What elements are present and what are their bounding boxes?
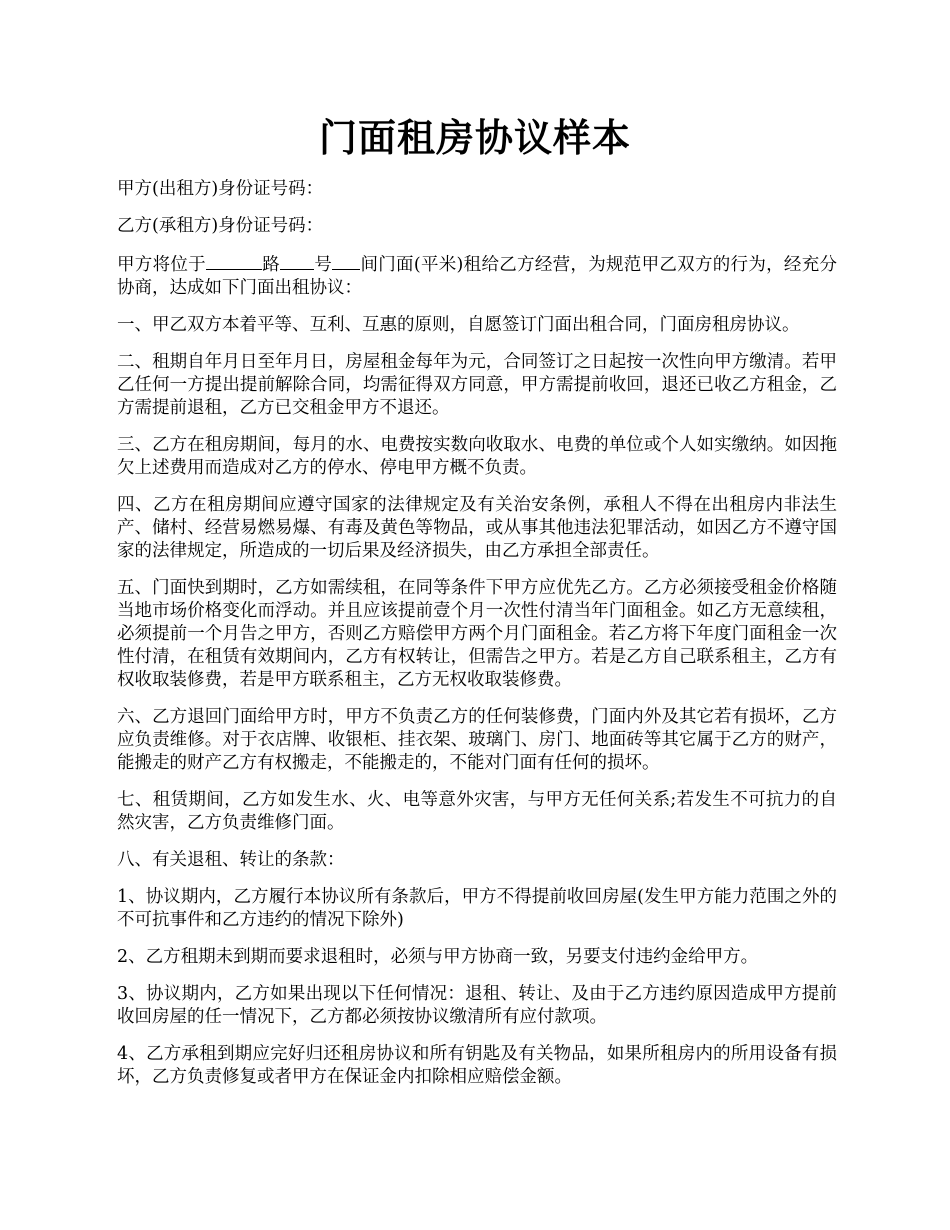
intro-paragraph: [117, 252, 837, 300]
number-blank: [280, 252, 314, 270]
sub-clause-2: 2、乙方租期未到期而要求退租时，必须与甲方协商一致，另要支付违约金给甲方。: [117, 947, 759, 967]
sub-clause-3: 3、协议期内，乙方如果出现以下任何情况：退租、转让、及由于乙方违约原因造成甲方提前收回房屋的任一情况下，乙方都必须按协议缴清所有应付款项。: [117, 984, 837, 1027]
clause-5: 五、门面快到期时，乙方如需续租，在同等条件下甲方应优先乙方。乙方必须接受租金价格随当地市场价格变化而浮动。并且应该提前壹个月一次性付清当年门面租金。如乙方无意续租，必须提前一个月告之甲方，否则乙方赔偿甲方两个月门面租金。若乙方将下年度门面租金一次性付清，在租赁有效期间内，乙方有权转让，但需告之甲方。若是乙方自己联系租主，乙方有权收取装修费，若是甲方联系租主，乙方无权收取装修费。: [117, 578, 837, 690]
clause-8-heading: 八、有关退租、转让的条款：: [117, 850, 345, 870]
road-blank: [206, 252, 262, 270]
sub-clause-1: 1、协议期内，乙方履行本协议所有条款后，甲方不得提前收回房屋(发生甲方能力范围之外的不可抗事件和乙方违约的情况下除外): [117, 887, 837, 930]
intro-text-1: 甲方将位于: [117, 255, 206, 275]
clause-3: 三、乙方在租房期间，每月的水、电费按实数向收取水、电费的单位或个人如实缴纳。如因拖欠上述费用而造成对乙方的停水、停电甲方概不负责。: [117, 435, 837, 478]
intro-text-4: 间门面(平米)租给乙方经营，为规范甲乙双方的行为，经充分协商，达成如下门面出租协议：: [117, 255, 838, 298]
clause-7: 七、租赁期间，乙方如发生水、火、电等意外灾害，与甲方无任何关系;若发生不可抗力的自然灾害，乙方负责维修门面。: [117, 790, 837, 833]
document-body: [117, 178, 837, 1103]
party-b-line: 乙方(承租方)身份证号码：: [117, 216, 324, 236]
intro-text-2: 路: [261, 255, 281, 275]
party-a-line: 甲方(出租方)身份证号码：: [117, 179, 324, 199]
clause-4: 四、乙方在租房期间应遵守国家的法律规定及有关治安条例，承租人不得在出租房内非法生产、储村、经营易燃易爆、有毒及黄色等物品，或从事其他违法犯罪活动，如因乙方不遵守国家的法律规定，所造成的一切后果及经济损失，由乙方承担全部责任。: [117, 495, 837, 561]
intro-text-3: 号: [314, 255, 333, 275]
document-title: 门面租房协议样本: [318, 115, 631, 160]
unit-blank: [332, 252, 360, 270]
clause-6: 六、乙方退回门面给甲方时，甲方不负责乙方的任何装修费，门面内外及其它若有损坏，乙方应负责维修。对于衣店牌、收银柜、挂衣架、玻璃门、房门、地面砖等其它属于乙方的财产，能搬走的财产乙方有权搬走，不能搬走的，不能对门面有任何的损坏。: [117, 707, 837, 773]
clause-2: 二、租期自年月日至年月日，房屋租金每年为元，合同签订之日起按一次性向甲方缴清。若甲乙任何一方提出提前解除合同，均需征得双方同意，甲方需提前收回，退还已收乙方租金，乙方需提前退租，乙方已交租金甲方不退还。: [117, 352, 837, 418]
sub-clause-4: 4、乙方承租到期应完好归还租房协议和所有钥匙及有关物品，如果所租房内的所用设备有损坏，乙方负责修复或者甲方在保证金内扣除相应赔偿金额。: [117, 1044, 837, 1087]
clause-1: 一、甲乙双方本着平等、互利、互惠的原则，自愿签订门面出租合同，门面房租房协议。: [117, 315, 800, 335]
